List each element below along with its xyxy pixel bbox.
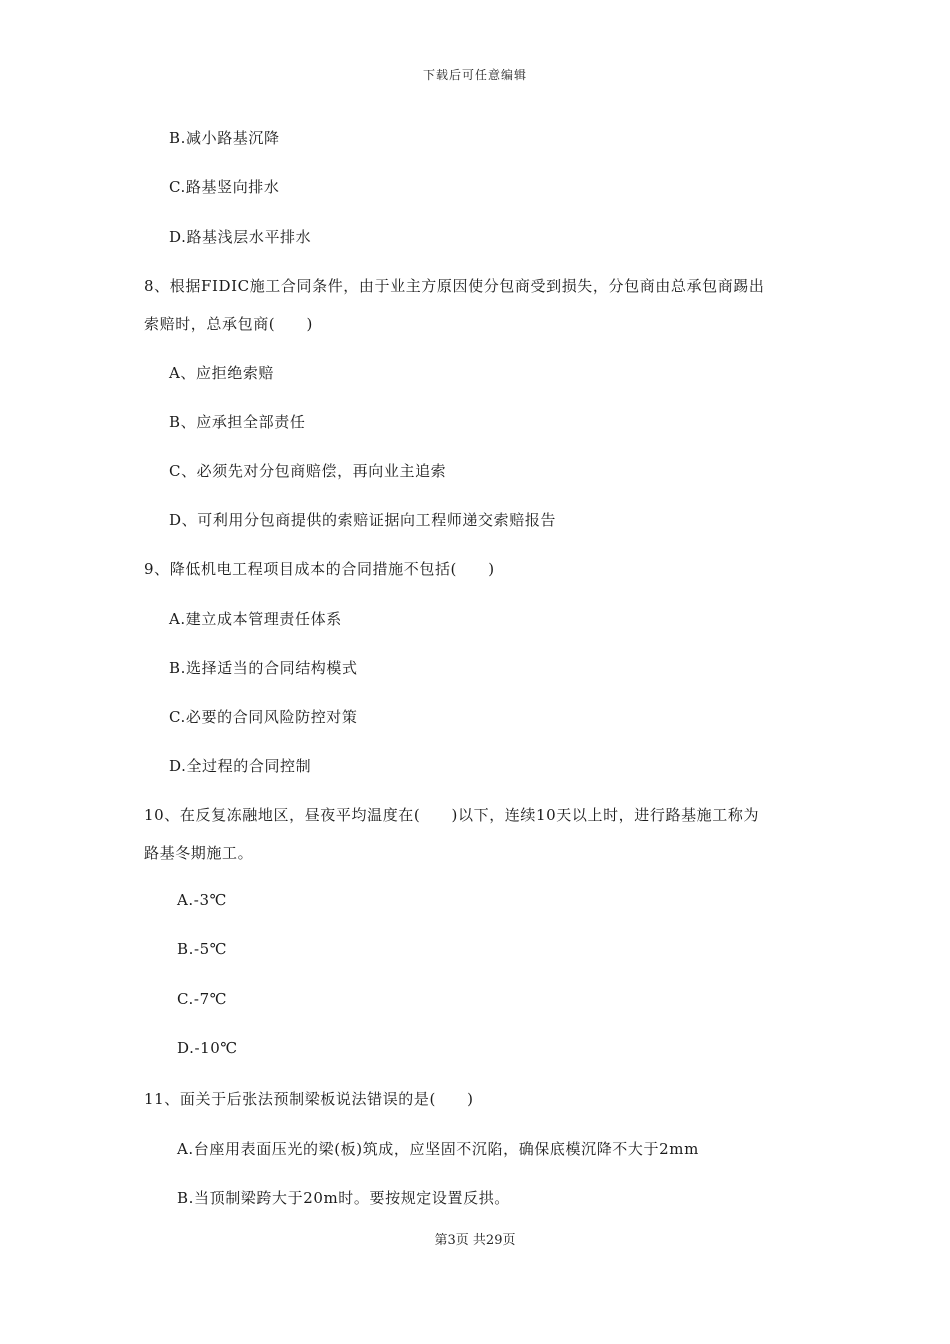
- prev-option-b: B.减小路基沉降: [169, 129, 280, 147]
- question-11-option-b: B.当顶制梁跨大于20m时。要按规定设置反拱。: [177, 1189, 510, 1207]
- question-8-line-2: 索赔时，总承包商( ): [144, 315, 313, 333]
- question-8-option-d: D、可利用分包商提供的索赔证据向工程师递交索赔报告: [169, 511, 557, 529]
- page-footer: 第3页 共29页: [434, 1233, 516, 1248]
- question-10-option-b: B.-5℃: [177, 940, 228, 958]
- prev-option-c: C.路基竖向排水: [169, 178, 280, 196]
- question-10-line-2: 路基冬期施工。: [144, 844, 254, 862]
- question-9-option-d: D.全过程的合同控制: [169, 757, 312, 775]
- question-9-option-b: B.选择适当的合同结构模式: [169, 659, 358, 677]
- question-9-option-c: C.必要的合同风险防控对策: [169, 708, 358, 726]
- question-10-option-c: C.-7℃: [177, 990, 228, 1008]
- question-8-option-a: A、应拒绝索赔: [169, 364, 275, 382]
- question-11-line-1: 11、面关于后张法预制梁板说法错误的是( ): [144, 1090, 474, 1108]
- question-9-option-a: A.建立成本管理责任体系: [169, 610, 342, 628]
- question-8-option-b: B、应承担全部责任: [169, 413, 306, 431]
- prev-option-d: D.路基浅层水平排水: [169, 228, 312, 246]
- page-header: 下载后可任意编辑: [422, 68, 527, 82]
- question-8-line-1: 8、根据FIDIC施工合同条件，由于业主方原因使分包商受到损失，分包商由总承包商踢出: [144, 277, 765, 295]
- question-10-line-1: 10、在反复冻融地区，昼夜平均温度在( )以下，连续10天以上时，进行路基施工称为: [144, 806, 760, 824]
- question-10-option-d: D.-10℃: [177, 1039, 238, 1057]
- question-8-option-c: C、必须先对分包商赔偿，再向业主追索: [169, 462, 447, 480]
- question-10-option-a: A.-3℃: [177, 891, 227, 909]
- question-11-option-a: A.台座用表面压光的梁(板)筑成，应坚固不沉陷，确保底模沉降不大于2mm: [177, 1140, 699, 1158]
- question-9-line-1: 9、降低机电工程项目成本的合同措施不包括( ): [144, 560, 495, 578]
